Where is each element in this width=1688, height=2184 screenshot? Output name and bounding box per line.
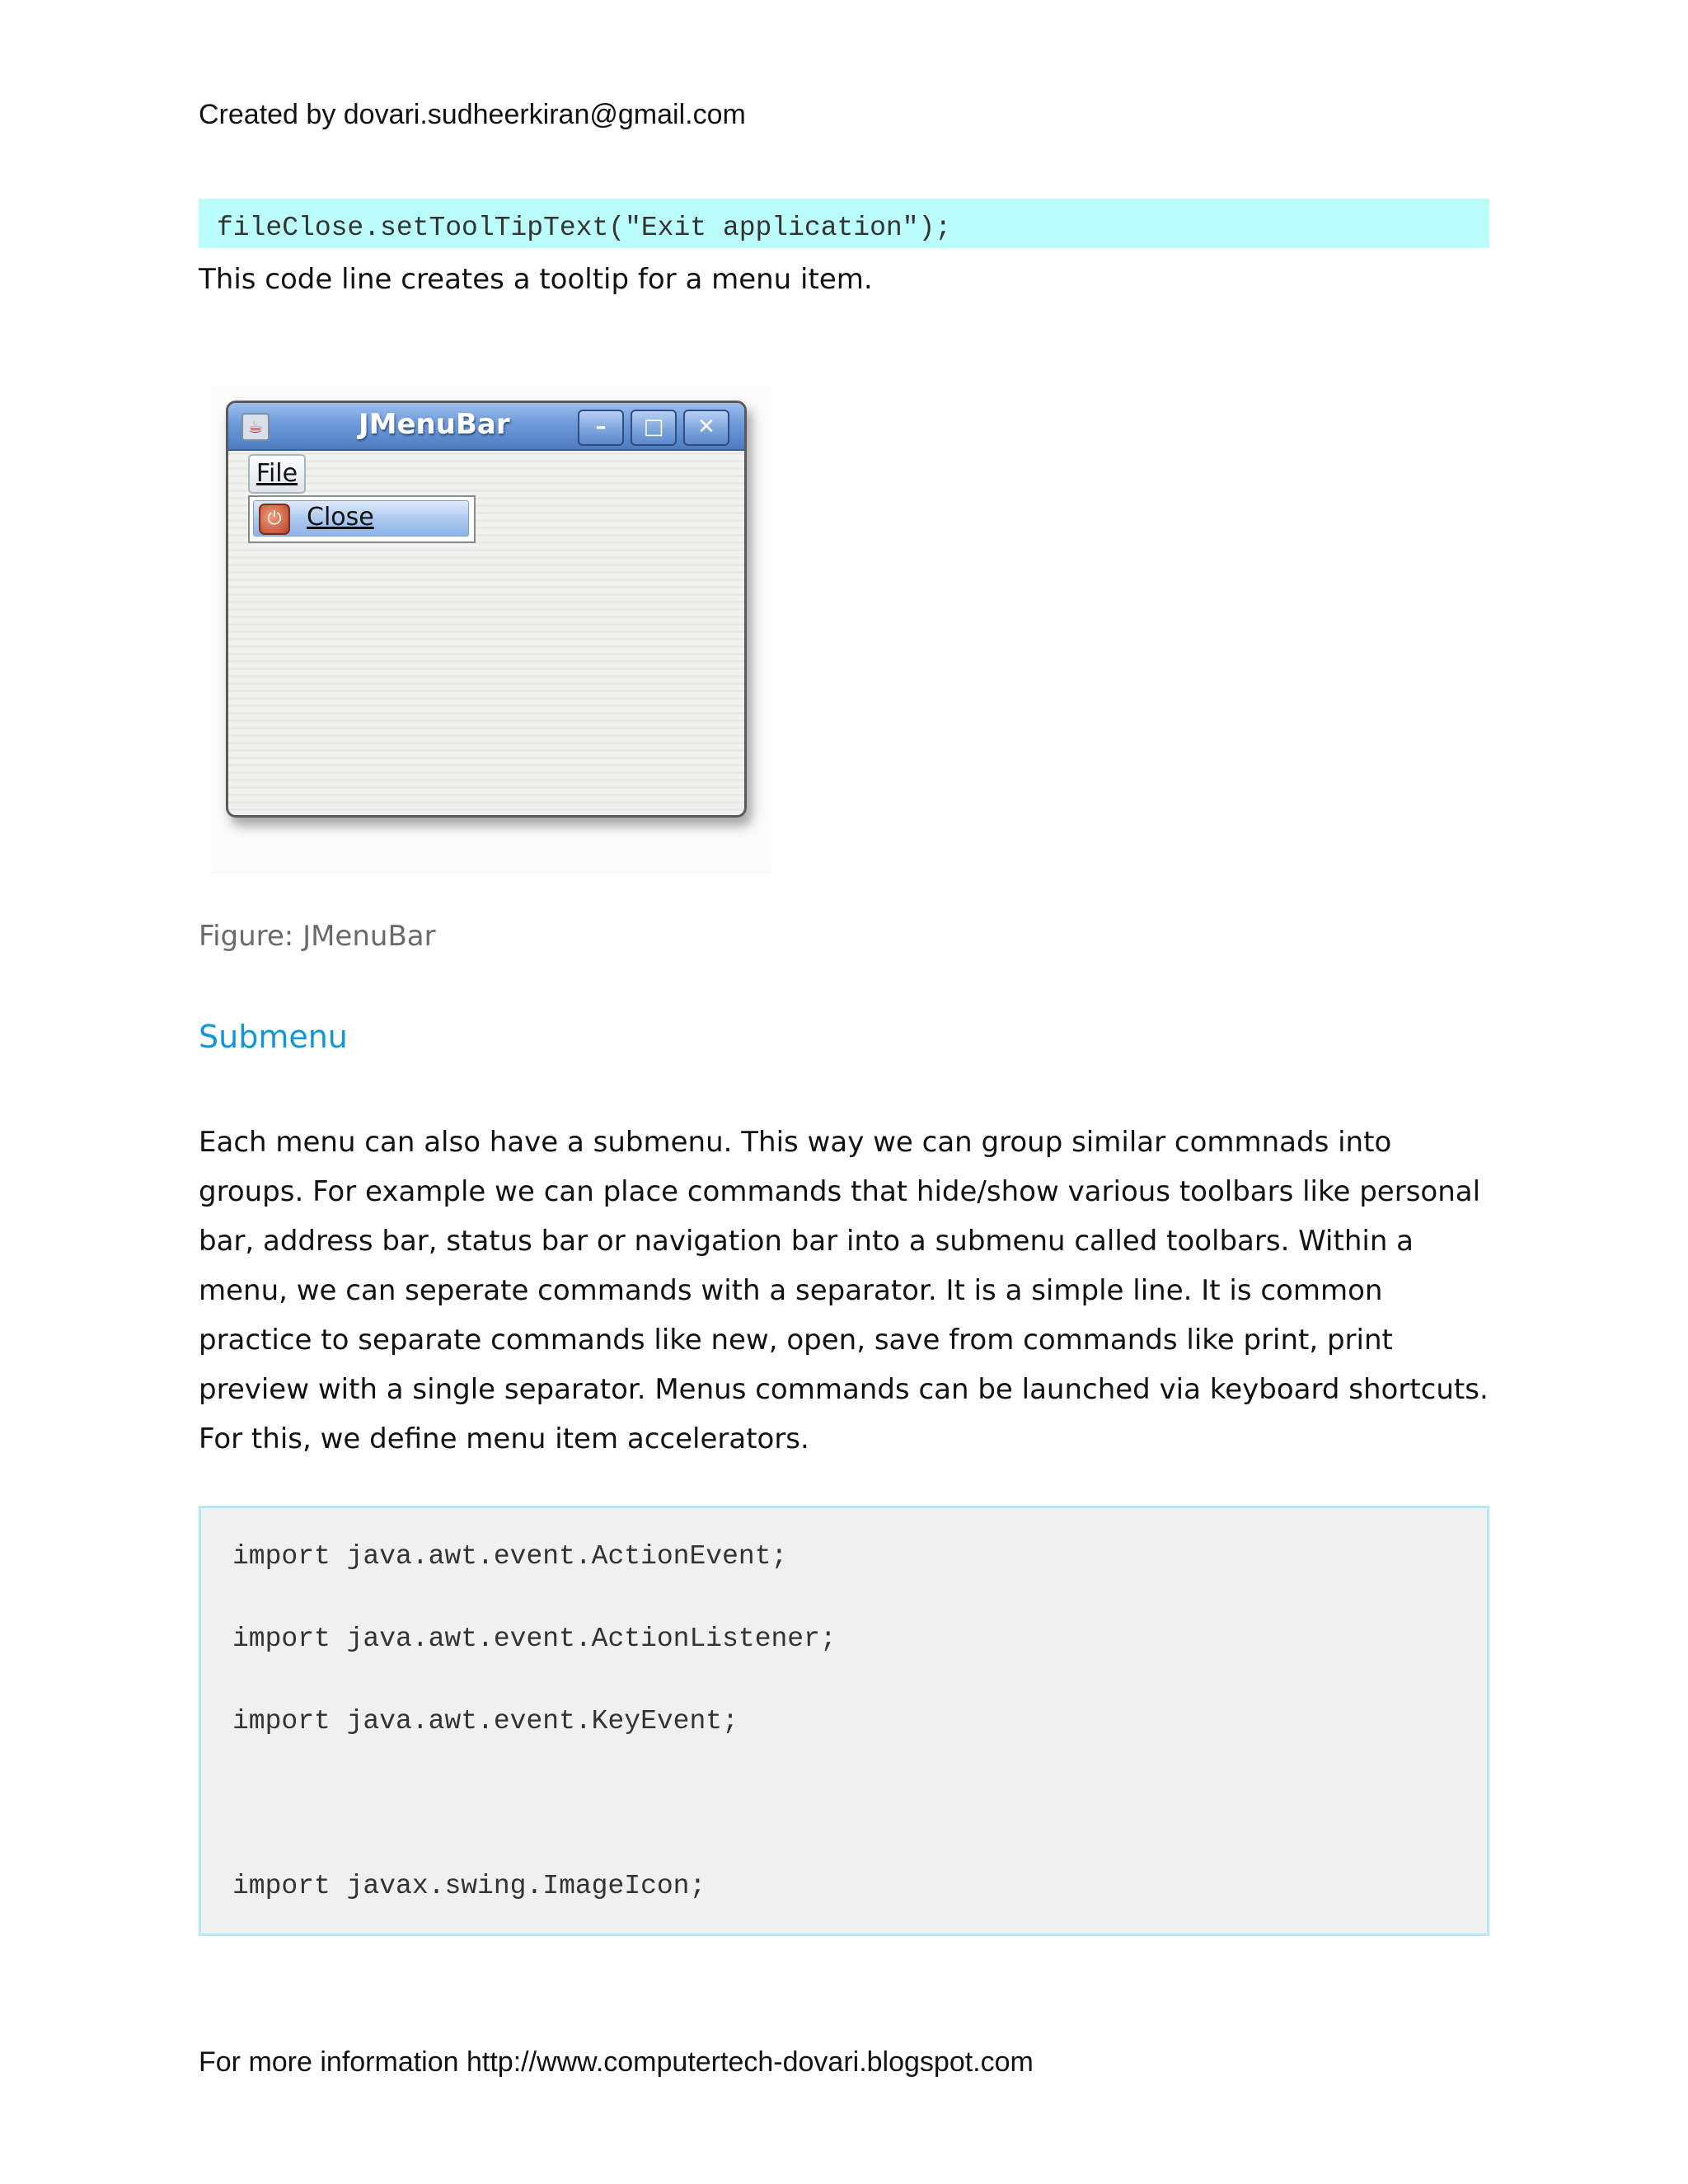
code-line: import java.awt.event.KeyEvent; — [232, 1706, 738, 1736]
section-heading-submenu: Submenu — [199, 1019, 348, 1055]
code-block — [199, 1506, 1489, 1936]
intro-text: This code line creates a tooltip for a menu item. — [199, 263, 873, 296]
submenu-paragraph: Each menu can also have a submenu. This way we can group similar commnads into groups. For example we can place commands that hide/show various toolbars like personal bar, address bar, status bar or navigation bar into a submenu called toolbars. Within a menu, we can seperate commands with a separator. It is a simple line. It is common practice to separate commands like new, open, save from commands like print, print preview with a single separator. Menus commands can be launched via keyboard shortcuts. For this, we define menu item accelerators. — [199, 1126, 1489, 1455]
window-close-button[interactable]: ✕ — [683, 410, 729, 446]
jmenubar-window-screenshot — [226, 401, 747, 818]
java-app-icon: ☕ — [241, 413, 270, 441]
page-header: Created by dovari.sudheerkiran@gmail.com — [199, 99, 746, 130]
exit-icon: ⏻ — [259, 504, 290, 535]
code-snippet-tooltip — [199, 199, 1489, 248]
figure-caption: Figure: JMenuBar — [199, 920, 436, 953]
page-footer: For more information http://www.computertech-dovari.blogspot.com — [199, 2046, 1034, 2078]
code-line: import java.awt.event.ActionListener; — [232, 1624, 837, 1654]
code-snippet-text: fileClose.setToolTipText("Exit application"); — [217, 213, 952, 243]
menu-file[interactable]: File — [248, 454, 306, 494]
minimize-button[interactable]: – — [578, 410, 624, 446]
file-menu-popup — [248, 495, 476, 543]
maximize-button[interactable]: □ — [631, 410, 677, 446]
window-title: JMenuBar — [359, 408, 510, 441]
menu-item-close-label: Close — [307, 503, 374, 532]
code-line: import javax.swing.ImageIcon; — [232, 1871, 706, 1901]
code-line: import java.awt.event.ActionEvent; — [232, 1541, 788, 1572]
window-titlebar — [228, 403, 744, 451]
menu-item-close[interactable] — [253, 500, 469, 537]
